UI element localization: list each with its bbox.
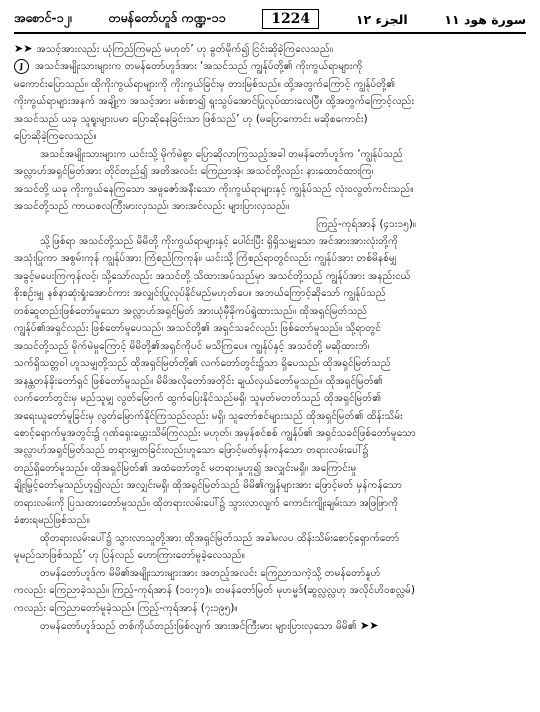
text-line: အသင်အမျိုးသားများက ယင်းသို့ မိုက်မဲစွာ ပြောဆိုလာကြသည့်အခါ တမန်တော်ဟူဒ်က ‘ကျွန်ုပ်သည် xyxy=(40,148,403,160)
footnote-marker-icon: J xyxy=(14,59,29,74)
page-header xyxy=(14,8,526,34)
text-line: သို့ဖြစ်ရာ အသင်တို့သည် မိမိတို့ ကိုးကွယ်ရာများနှင့် ပေါင်းပြီး ရှိရှိသမျှသော အင်အားအားလုံးတို့ကို xyxy=(40,235,399,247)
text-line: ကိုးကွယ်ရာများအနက် အချို့က အသင့်အား မစ်းစာ၍ ရူးသွပ်အောင်ပြုလုပ်ထားလေပြီ။ ထို့အတွက်ကြောင့်လည်း xyxy=(14,96,415,108)
text-line: ထိုတရားလမ်းပေါ်၌ သွားလာသူတို့အား ထိုအရှင်မြတ်သည် အခါမလပ ထိန်းသိမ်းစောင့်ရှောက်တော် xyxy=(40,532,400,544)
paragraph-1 xyxy=(14,40,526,58)
paragraph-6 xyxy=(14,565,526,617)
text-line: အရေးယူတော်မူခြင်းမှ လွတ်မြောက်နိုင်ကြသည်လည်း မရှိ၊ သူတော်စင်များသည် ထိုအရှင်မြတ်၏ ထိန်းသိမ်း xyxy=(14,410,403,422)
text-line: အလ္လာဟ်အရှင်မြတ်အား တိုင်တည်၍ အတိအလင်း ကြေညာအံ့၊ အသင်တို့လည်း နားထောင်ထားကြ၊ xyxy=(14,166,374,178)
text-line: လက်တော်တွင်းမှ မည်သူမျှ လွတ်မြောက် ထွက်ပြေးနိုင်သည်မရှိ၊ သူမှတ်မတတ်သည် ထိုအရှင်မြတ်၏ xyxy=(14,393,382,405)
text-line: အခွင့်မပေးကြကုန်လင့်၊ သို့သော်လည်း အသင်တို့ သိထားအပ်သည်မှာ အသင်တို့သည် ကျွန်ုပ်အား အနည်းငယ် xyxy=(14,270,411,282)
text-line: တစ်ဆူတည်းဖြစ်တော်မူသော အလ္လာဟ်အရှင်မြတ် အားယုံမှီခိုကပ်ရွဲထားသည်။ ထိုအရှင်မြတ်သည် xyxy=(14,305,368,317)
text-line: ခံစားရမည်ဖြစ်သည်။ xyxy=(14,515,90,527)
paragraph-5 xyxy=(14,530,526,565)
header-juz-arabic: الجزء ١٢ xyxy=(355,11,408,27)
header-chapter: တမန်တော်ဟူဒ် ကဏ္ဍ-၁၁ xyxy=(108,9,226,25)
text-line: အသင်အမျိုးသားများက တမန်တော်ဟူဒ်အား ‘အသင်သည် ကျွန်ုပ်တို့၏ ကိုးကွယ်ရာများကို xyxy=(35,61,363,73)
text-line: အသင်တို့ ယခု ကိုးကွယ်နေကြသော အဖူဇော်အနီးသော ကိုးကွယ်ရာများနှင့် ကျွန်ုပ်သည် လုံးဝလွတ်ကင်းသည်။ xyxy=(14,183,414,195)
text-line: အသင့်အားလည်း ယုံကြည်ကြမည် မဟုတ်’ ဟု ခွတ်မိုက်၍ ငြင်းဆိုခဲ့ကြလေသည်။ xyxy=(36,44,334,55)
text-line: အသင်သည် ယခု သူရူးများပမာ ပြောဆိုနေခြင်းသာ ဖြစ်သည်’ ဟု (မပြောကောင်း မဆိုစကောင်း) xyxy=(14,113,368,125)
quran-reference: ကြည့်-ကုရ်အာန် (၄၁း၁၅)။ xyxy=(316,218,416,230)
text-line: တမန်တော်ဟူဒ်သည် တစ်ကိုယ်တည်းဖြစ်လျက် အားအင်ကြီးမား များပြားလှသော မိမိ၏ xyxy=(40,620,357,632)
page-number: 1224 xyxy=(262,9,319,29)
text-line: အသုံးပြုကာ အစွမ်းကုန် ကျွန်ုပ်အား ကြံစည်ကြကုန်။ ယင်းသို့ ကြံစည်ရာတွင်လည်း ကျွန်ုပ်အား တစ်မိနစ်မျှ xyxy=(14,253,397,265)
text-line: တရားလမ်းကို ပြသထားတော်မူသည်။ ထိုတရားလမ်းပေါ်၌ သွားလာလျက် ကောင်းကျိုးချမ်းသာ အဖြဖြာကို xyxy=(14,497,399,509)
text-line: ကလည်း ကြေညာခဲ့သည်။ ကြည့်-ကုရ်အာန် (၁၀း၇၁)။ တမန်တော်မြတ် မုဟမ္မဒ်(ဆွလ္လလ္လဟု အလိုင်ဟိဝစလ္လမ်) xyxy=(14,585,415,597)
text-line: တည်ရှိတော်မူသည်။ ထိုအရှင်မြတ်၏ အထံတော်တွင် မတရားမှုဟူ၍ အလျှင်းမရှိ။ အကြောင်းမှု xyxy=(14,462,357,474)
text-line: ကလည်း ကြေညာတော်မူခဲ့သည်။ ကြည့်-ကုရ်အာန် (၇း၁၉၅)။ xyxy=(14,602,238,614)
text-line: မူမည်သာဖြစ်သည်’ ဟု ပြန်လည် ဟောကြားတော်မူခဲ့လေသည်။ xyxy=(14,550,245,562)
paragraph-7 xyxy=(14,617,526,635)
text-line: အသင်တို့သည် ကာယစလကြီးမားလှသည်၊ အားအင်လည်း များပြားလှသည်။ xyxy=(14,201,290,213)
header-surah-arabic: سورة هود ١١ xyxy=(444,11,526,27)
continuation-arrow-icon: ➤➤ xyxy=(14,42,33,55)
continuation-arrow-icon: ➤➤ xyxy=(360,618,379,632)
text-line: ကျွန်ုပ်၏အရှင်လည်း ဖြစ်တော်မူပေသည်၊ အသင်တို့၏ အရှင်သခင်လည်း ဖြစ်တော်မူသည်။ သို့ရာတွင် xyxy=(14,323,382,335)
paragraph-3 xyxy=(14,146,526,216)
paragraph-4 xyxy=(14,233,526,530)
text-line: အလ္လာဟ်အရှင်မြတ်သည် တရားမျှတခြင်းလည်းဟူသော ဖြောင့်မတ်မှန်ကန်သော တရားလမ်းပေါ်၌ xyxy=(14,445,369,457)
text-line: တမန်တော်ဟူဒ်က မိမိ၏အမျိုးသားများအား အတည့်အလင်း ကြေညာသကဲ့သို့ တမန်တော်နူဟ် xyxy=(40,567,381,579)
text-line: သက်ရှိသတ္တဝါ ဟူသမျှတို့သည် ထိုအရှင်မြတ်တို့၏ လက်တော်တွင်း၌သာ ရှိပေသည်၊ ထိုအရှင်မြတ်သည် xyxy=(14,358,391,370)
text-line: ပြောဆိုခဲ့ကြလေသည်။ xyxy=(14,131,97,143)
header-issue: အစောင်-၁၂၊ xyxy=(14,9,72,25)
text-line: အနန္တတန်ခိုးတော်ရှင် ဖြစ်တော်မူသည်။ မိမိအလိုတော်အတိုင်း ချယ်လှယ်တော်မူသည်။ ထိုအရှင်မြတ်၏ xyxy=(14,375,383,387)
text-line: စောင့်ရှောက်မှုအတွင်း၌ ဂုဏ်ရှေးယ္တေးသိမ်ကြလည်း မဟုတ်၊ အမှန်စင်စစ် ကျွန်ုပ်၏ အရှင်သခင်ဖြစ်တော်မူသော xyxy=(14,427,416,439)
text-line: အသင်တို့သည် မိုက်မဲမှုကြောင့် မိမိတို့၏အရှင်ကိုပင် မသိကြပေ။ ကျွန်ုပ်နှင့် အသင်တို့ မဆိုထားဘိ၊ xyxy=(14,340,370,352)
page-body xyxy=(14,40,526,635)
text-line: စိုးစဉ်းမျှ နစ်နာဆုံးရှုံးအောင်ကား အလျှင်းပြုလုပ်နိုင်မည်မဟုတ်ပေ။ အဘယ်ကြောင့်ဆိုသော် ကျွန်ုပ်သည် xyxy=(14,288,386,300)
paragraph-2 xyxy=(14,58,526,145)
text-line: ချိုးမြှင့်တော်မူသည်ဟူ၍လည်း အလျှင်းမရှိ၊ ထိုအရှင်မြတ်သည် မိမိ၏ကျွန်များအား ဖြောင့်မတ် မှန်ကန်သော xyxy=(14,480,403,492)
text-line: မကောင်းပြောသည်။ ထိုကိုးကွယ်ရာများကို ကိုးကွယ်ခြင်းမှ တားမြစ်သည်။ ထို့အတွက်ကြောင့် ကျွန်ုပ်တို့၏ xyxy=(14,78,396,90)
